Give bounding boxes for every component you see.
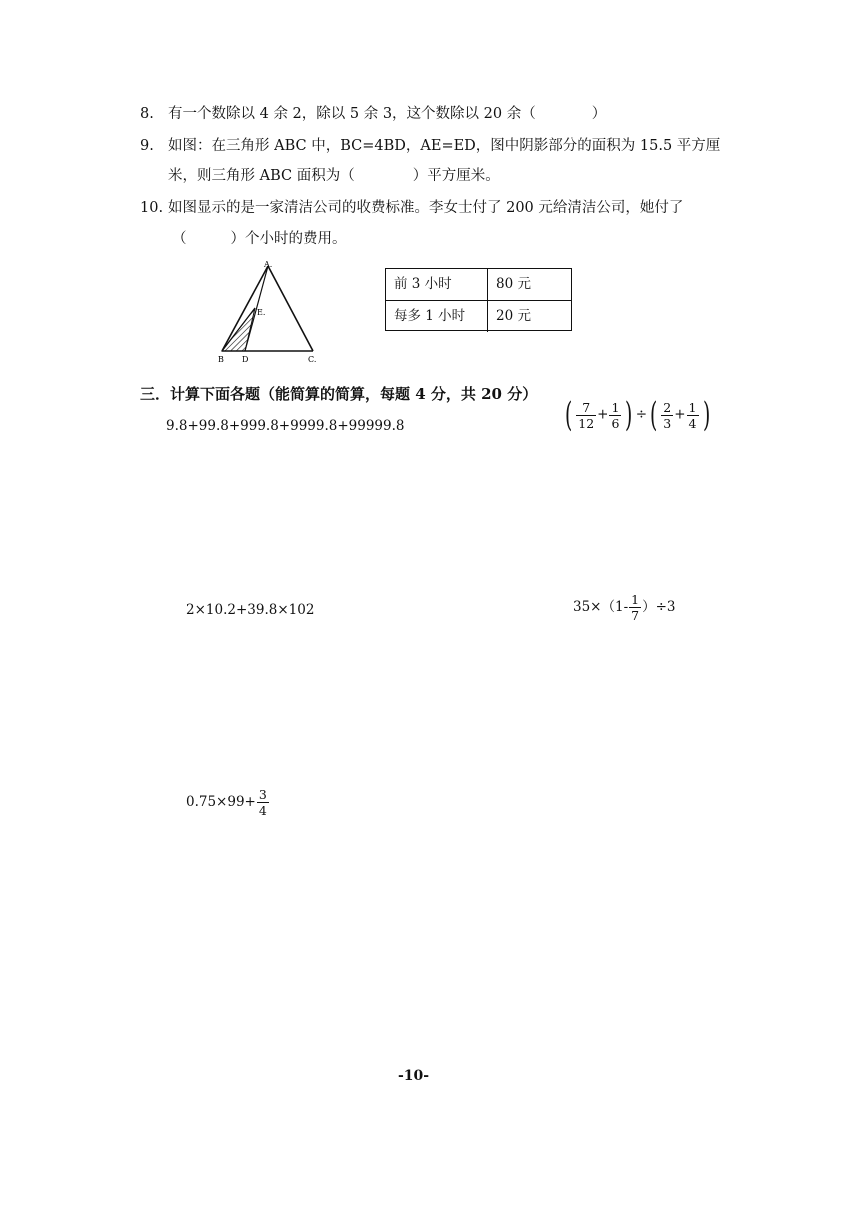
expression-2 bbox=[562, 395, 713, 435]
denominator: 7 bbox=[631, 608, 640, 623]
table-cell-label: 前 3 小时 bbox=[386, 269, 488, 300]
question-text: ）个小时的费用。 bbox=[230, 231, 347, 247]
expression-3: 2×10.2+39.8×102 bbox=[186, 602, 315, 618]
question-10 bbox=[140, 198, 683, 218]
side-ac bbox=[268, 266, 313, 351]
question-number: 10. bbox=[140, 200, 164, 216]
fraction bbox=[629, 592, 641, 623]
numerator: 2 bbox=[663, 399, 672, 415]
question-9-continued bbox=[168, 166, 500, 186]
question-10-continued bbox=[172, 229, 347, 249]
expression-4 bbox=[573, 592, 676, 623]
denominator: 4 bbox=[258, 803, 267, 818]
question-text: 如图：在三角形 ABC 中，BC=4BD，AE=ED，图中阴影部分的面积为 15.5 平方厘 bbox=[168, 138, 721, 154]
label-d: D bbox=[242, 355, 249, 364]
fraction bbox=[257, 787, 269, 818]
question-text: （ bbox=[172, 231, 187, 247]
question-8 bbox=[140, 104, 606, 124]
expression-5 bbox=[186, 787, 270, 818]
divide-sign: ÷ bbox=[635, 406, 648, 423]
right-paren: ) bbox=[702, 395, 710, 435]
question-text-close: ） bbox=[591, 106, 607, 122]
table-row bbox=[386, 269, 571, 300]
expression-1: 9.8+99.8+999.8+9999.8+99999.8 bbox=[166, 418, 405, 434]
label-c: C. bbox=[308, 355, 317, 364]
fee-table bbox=[385, 268, 572, 331]
expression-part: 35×（1- bbox=[573, 599, 629, 615]
question-text: 米，则三角形 ABC 面积为（ bbox=[168, 168, 355, 184]
label-a: A. bbox=[264, 260, 273, 269]
numerator: 7 bbox=[576, 400, 596, 416]
plus-sign: + bbox=[597, 406, 609, 423]
numerator: 1 bbox=[631, 592, 640, 607]
fraction bbox=[687, 400, 699, 431]
numerator: 3 bbox=[258, 787, 267, 802]
fraction bbox=[576, 400, 596, 431]
expression-part: 0.75×99+ bbox=[186, 794, 256, 810]
question-number: 8. bbox=[140, 106, 154, 122]
left-paren: ( bbox=[650, 395, 658, 435]
table-row bbox=[386, 300, 571, 332]
plus-sign: + bbox=[674, 406, 686, 423]
question-9 bbox=[140, 136, 720, 156]
label-b: B bbox=[218, 355, 224, 364]
label-e: E. bbox=[257, 308, 266, 317]
numerator: 1 bbox=[611, 399, 620, 415]
question-text: 如图显示的是一家清洁公司的收费标准。李女士付了 200 元给清洁公司，她付了 bbox=[168, 200, 684, 216]
denominator: 3 bbox=[663, 415, 672, 431]
expression-part: ）÷3 bbox=[642, 599, 676, 615]
left-paren: ( bbox=[564, 395, 573, 435]
triangle-figure bbox=[210, 258, 325, 368]
table-cell-price: 20 元 bbox=[496, 308, 531, 324]
right-paren: ) bbox=[625, 395, 633, 435]
denominator: 4 bbox=[688, 415, 697, 431]
question-text: ）平方厘米。 bbox=[412, 168, 500, 184]
fraction bbox=[609, 400, 621, 431]
page-number: -10- bbox=[398, 1068, 430, 1084]
question-text: 有一个数除以 4 余 2，除以 5 余 3，这个数除以 20 余（ bbox=[168, 106, 536, 122]
table-cell-label: 每多 1 小时 bbox=[386, 301, 488, 332]
table-cell-price: 80 元 bbox=[496, 276, 531, 292]
numerator: 1 bbox=[688, 399, 697, 415]
fraction bbox=[661, 400, 673, 431]
denominator: 6 bbox=[611, 415, 620, 431]
denominator: 12 bbox=[578, 415, 595, 431]
question-number: 9. bbox=[140, 138, 154, 154]
section-title: 三．计算下面各题（能简算的简算，每题 4 分，共 20 分） bbox=[140, 385, 538, 403]
